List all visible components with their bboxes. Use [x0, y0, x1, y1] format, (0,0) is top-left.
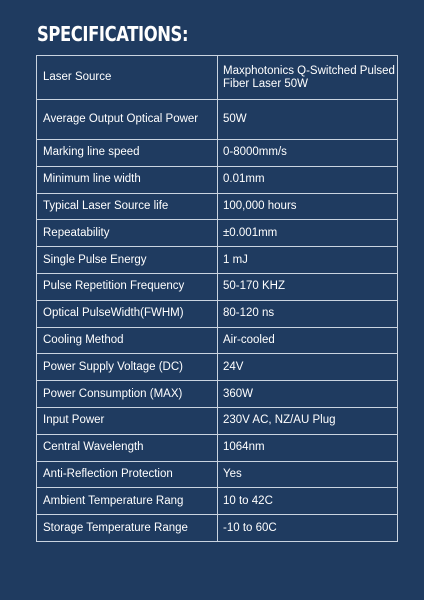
spec-label: Laser Source — [37, 56, 218, 100]
spec-label: Central Wavelength — [37, 434, 218, 461]
spec-label: Anti-Reflection Protection — [37, 461, 218, 488]
spec-label: Typical Laser Source life — [37, 193, 218, 220]
spec-label: Storage Temperature Range — [37, 515, 218, 542]
spec-value: 0.01mm — [218, 166, 398, 193]
spec-value: 24V — [218, 354, 398, 381]
spec-label: Optical PulseWidth(FWHM) — [37, 300, 218, 327]
table-row — [37, 300, 398, 327]
spec-label: Minimum line width — [37, 166, 218, 193]
spec-value: 100,000 hours — [218, 193, 398, 220]
table-row — [37, 488, 398, 515]
spec-value: 1 mJ — [218, 247, 398, 274]
spec-value: 80-120 ns — [218, 300, 398, 327]
spec-label: Input Power — [37, 407, 218, 434]
spec-label: Cooling Method — [37, 327, 218, 354]
spec-label: Power Consumption (MAX) — [37, 381, 218, 408]
table-row — [37, 193, 398, 220]
spec-value: ±0.001mm — [218, 220, 398, 247]
spec-value: 50-170 KHZ — [218, 273, 398, 300]
table-row — [37, 220, 398, 247]
page-title: SPECIFICATIONS: — [37, 22, 189, 46]
spec-value: Air-cooled — [218, 327, 398, 354]
spec-value: 50W — [218, 100, 398, 140]
table-row — [37, 407, 398, 434]
spec-value: 10 to 42C — [218, 488, 398, 515]
table-row — [37, 100, 398, 140]
spec-value: Maxphotonics Q-Switched Pulsed Fiber Laser 50W — [218, 56, 398, 100]
table-row — [37, 354, 398, 381]
specifications-table — [36, 55, 398, 542]
spec-value: 360W — [218, 381, 398, 408]
table-row — [37, 56, 398, 100]
table-row — [37, 434, 398, 461]
table-row — [37, 247, 398, 274]
spec-label: Average Output Optical Power — [37, 100, 218, 140]
spec-value: 1064nm — [218, 434, 398, 461]
table-row — [37, 515, 398, 542]
table-row — [37, 327, 398, 354]
spec-value: Yes — [218, 461, 398, 488]
spec-label: Pulse Repetition Frequency — [37, 273, 218, 300]
spec-label: Marking line speed — [37, 140, 218, 167]
table-row — [37, 166, 398, 193]
spec-value: -10 to 60C — [218, 515, 398, 542]
table-row — [37, 381, 398, 408]
spec-label: Single Pulse Energy — [37, 247, 218, 274]
table-row — [37, 461, 398, 488]
spec-label: Ambient Temperature Rang — [37, 488, 218, 515]
table-row — [37, 140, 398, 167]
table-row — [37, 273, 398, 300]
spec-value: 230V AC, NZ/AU Plug — [218, 407, 398, 434]
spec-label: Repeatability — [37, 220, 218, 247]
spec-label: Power Supply Voltage (DC) — [37, 354, 218, 381]
spec-value: 0-8000mm/s — [218, 140, 398, 167]
